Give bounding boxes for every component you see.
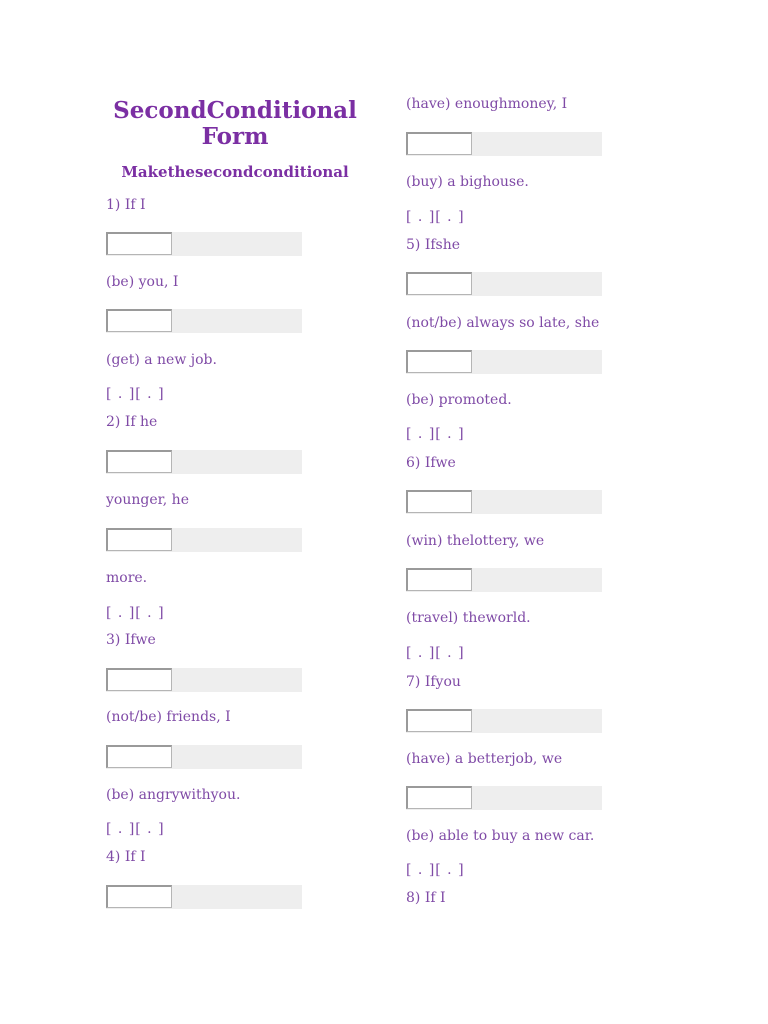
q6-text-3: (travel) theworld. [406, 610, 531, 626]
q4-answer-input-2[interactable] [406, 132, 472, 155]
q8-prompt: 8) If I [406, 890, 446, 906]
q4-text-3: (buy) a bighouse. [406, 174, 529, 190]
q4-answer-input-1[interactable] [106, 885, 172, 908]
q6-prompt: 6) Ifwe [406, 455, 456, 471]
q3-answer-field-2[interactable] [106, 745, 302, 769]
q6-answer-field-2[interactable] [406, 568, 602, 592]
title-line-2: Form [201, 123, 269, 150]
q3-answer-input-1[interactable] [106, 668, 172, 691]
q6-answer-input-2[interactable] [406, 568, 472, 591]
title-line-1: SecondConditional [113, 97, 357, 124]
q2-answer-input-1[interactable] [106, 450, 172, 473]
q4-answer-field-1[interactable] [106, 885, 302, 909]
q2-text-2: younger, he [106, 492, 189, 508]
q5-prompt: 5) Ifshe [406, 237, 461, 253]
q7-check-brackets[interactable]: [ . ][ . ] [406, 862, 465, 878]
q7-text-2: (have) a betterjob, we [406, 751, 563, 767]
q7-answer-field-1[interactable] [406, 709, 602, 733]
q5-check-brackets[interactable]: [ . ][ . ] [406, 426, 465, 442]
q7-prompt: 7) Ifyou [406, 674, 461, 690]
q3-text-3: (be) angrywithyou. [106, 787, 241, 803]
q7-answer-field-2[interactable] [406, 786, 602, 810]
q7-text-3: (be) able to buy a new car. [406, 828, 595, 844]
q6-answer-input-1[interactable] [406, 490, 472, 513]
q3-answer-input-2[interactable] [106, 745, 172, 768]
q5-answer-field-1[interactable] [406, 272, 602, 296]
q2-check-brackets[interactable]: [ . ][ . ] [106, 605, 165, 621]
q5-answer-field-2[interactable] [406, 350, 602, 374]
instruction-text: Makethesecondconditional [121, 163, 349, 181]
q1-prompt: 1) If I [106, 197, 146, 213]
q1-answer-field-2[interactable] [106, 309, 302, 333]
q3-text-2: (not/be) friends, I [106, 709, 231, 725]
q7-answer-input-1[interactable] [406, 709, 472, 732]
q3-prompt: 3) Ifwe [106, 632, 156, 648]
q5-answer-input-2[interactable] [406, 350, 472, 373]
q3-answer-field-1[interactable] [106, 668, 302, 692]
q6-answer-field-1[interactable] [406, 490, 602, 514]
q3-check-brackets[interactable]: [ . ][ . ] [106, 821, 165, 837]
q5-text-3: (be) promoted. [406, 392, 512, 408]
q2-text-3: more. [106, 570, 148, 586]
q6-check-brackets[interactable]: [ . ][ . ] [406, 645, 465, 661]
q2-answer-field-2[interactable] [106, 528, 302, 552]
q4-answer-field-2[interactable] [406, 132, 602, 156]
q1-check-brackets[interactable]: [ . ][ . ] [106, 386, 165, 402]
q4-prompt: 4) If I [106, 849, 146, 865]
q1-text-3: (get) a new job. [106, 352, 217, 368]
page-title [106, 98, 364, 150]
q2-prompt: 2) If he [106, 414, 158, 430]
q5-text-2: (not/be) always so late, she [406, 315, 600, 331]
q4-text-2: (have) enoughmoney, I [406, 96, 568, 112]
q1-text-2: (be) you, I [106, 274, 179, 290]
q6-text-2: (win) thelottery, we [406, 533, 545, 549]
q4-check-brackets[interactable]: [ . ][ . ] [406, 209, 465, 225]
q1-answer-input-1[interactable] [106, 232, 172, 255]
q1-answer-field-1[interactable] [106, 232, 302, 256]
q5-answer-input-1[interactable] [406, 272, 472, 295]
q2-answer-input-2[interactable] [106, 528, 172, 551]
q2-answer-field-1[interactable] [106, 450, 302, 474]
q1-answer-input-2[interactable] [106, 309, 172, 332]
q7-answer-input-2[interactable] [406, 786, 472, 809]
